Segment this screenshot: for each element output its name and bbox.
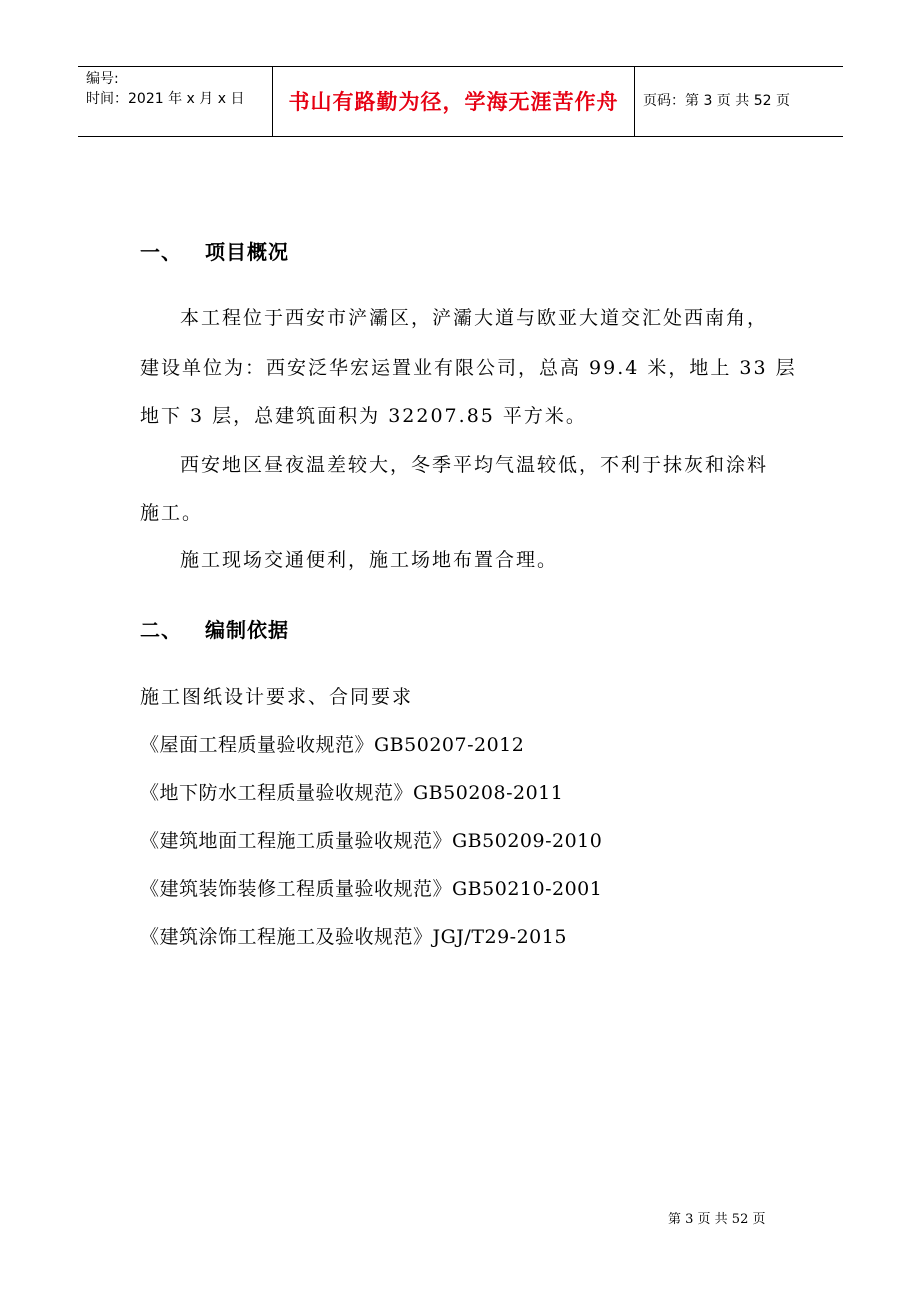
header-page-cell [635,67,843,136]
reference-item: 《建筑地面工程施工质量验收规范》GB50209-2010 [140,830,603,852]
reference-item: 《建筑装饰装修工程质量验收规范》GB50210-2001 [140,878,603,900]
paragraph-line: 建设单位为：西安泛华宏运置业有限公司，总高 99.4 米，地上 33 层 [140,357,797,379]
header-motto: 书山有路勤为径，学海无涯苦作舟 [288,89,619,114]
reference-item: 《地下防水工程质量验收规范》GB50208-2011 [140,782,564,804]
paragraph-line: 地下 3 层，总建筑面积为 32207.85 平方米。 [140,405,587,427]
header-meta-cell [78,67,273,136]
paragraph-line: 施工现场交通便利，施工场地布置合理。 [180,549,559,571]
paragraph-line: 施工。 [140,502,204,524]
section-title: 编制依据 [205,618,289,642]
page-footer: 第 3 页 共 52 页 [668,1212,766,1227]
reference-item: 施工图纸设计要求、合同要求 [140,686,414,708]
section-title: 项目概况 [205,240,289,264]
document-number-label: 编号: [86,71,119,87]
section-heading-overview [140,236,289,265]
header-page-info: 页码：第 3 页 共 52 页 [643,93,790,109]
document-time-label: 时间：2021 年 x 月 x 日 [86,91,245,107]
section-number: 一、 [140,240,182,264]
paragraph-line: 西安地区昼夜温差较大，冬季平均气温较低，不利于抹灰和涂料 [180,454,769,476]
reference-item: 《屋面工程质量验收规范》GB50207-2012 [140,734,525,756]
paragraph-line: 本工程位于西安市浐灞区，浐灞大道与欧亚大道交汇处西南角， [180,307,769,329]
section-number: 二、 [140,618,182,642]
header-motto-cell [273,67,635,136]
reference-item: 《建筑涂饰工程施工及验收规范》JGJ/T29-2015 [140,926,567,948]
page-header [78,66,843,137]
section-heading-basis [140,614,289,643]
